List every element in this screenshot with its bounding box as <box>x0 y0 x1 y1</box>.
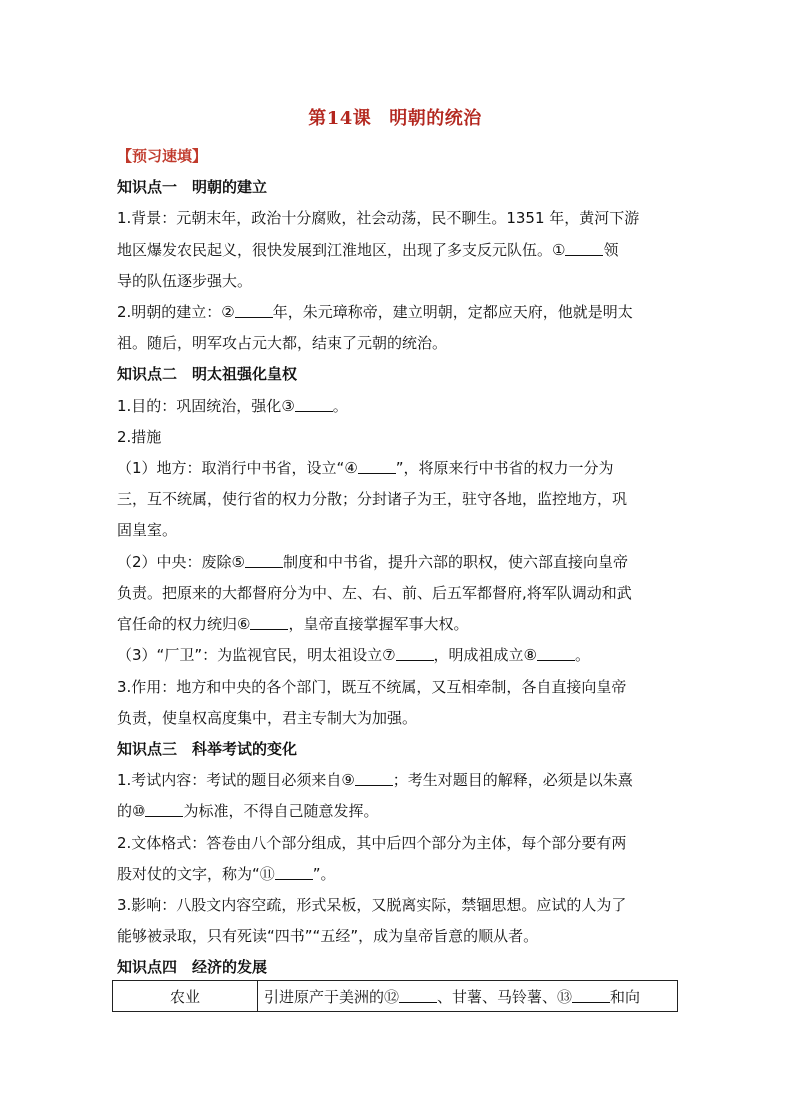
blank-7[interactable] <box>396 646 434 661</box>
kp2-local-line2: 三，互不统属，使行省的权力分散；分封诸子为王，驻守各地，监控地方，巩 <box>117 490 628 508</box>
blank-6[interactable] <box>250 615 288 630</box>
blank-5[interactable] <box>245 553 283 568</box>
kp2-local-line3: 固皇室。 <box>117 521 178 539</box>
economy-table <box>112 980 678 1012</box>
kp1-establish-line2: 祖。随后，明军攻占元大都，结束了元朝的统治。 <box>117 334 448 352</box>
table-row <box>113 981 678 1012</box>
kp3-style-line1: 2.文体格式：答卷由八个部分组成，其中后四个部分为主体，每个部分要有两 <box>117 834 627 852</box>
blank-12[interactable] <box>399 988 437 1003</box>
blank-4[interactable] <box>358 459 396 474</box>
kp1-background-line2: 地区爆发农民起义，很快发展到江淮地区，出现了多支反元队伍。① 领 <box>117 241 619 259</box>
blank-1[interactable] <box>565 241 603 256</box>
kp3-heading: 知识点三 科举考试的变化 <box>117 740 298 758</box>
table-content-cell: 引进原产于美洲的⑫ 、甘薯、马铃薯、⑬ 和向 <box>258 981 678 1012</box>
page-title <box>0 104 790 130</box>
preview-tag: 【预习速填】 <box>117 147 208 165</box>
kp3-impact-line2: 能够被录取，只有死读“四书”“五经”，成为皇帝旨意的顺从者。 <box>117 927 539 945</box>
blank-9[interactable] <box>355 771 393 786</box>
blank-10[interactable] <box>145 802 183 817</box>
kp1-background-line1: 1.背景：元朝末年，政治十分腐败，社会动荡，民不聊生。1351 年，黄河下游 <box>117 209 640 227</box>
blank-13[interactable] <box>572 988 610 1003</box>
lesson-number: 第14课 <box>308 108 372 129</box>
kp3-style-line2: 股对仗的文字，称为“⑪ ”。 <box>117 865 336 883</box>
kp2-local-line1: （1）地方：取消行中书省，设立“④ ”，将原来行中书省的权力一分为 <box>117 459 614 477</box>
blank-3[interactable] <box>295 397 333 412</box>
table-category-cell: 农业 <box>113 981 258 1012</box>
blank-8[interactable] <box>537 646 575 661</box>
kp2-effect-line1: 3.作用：地方和中央的各个部门，既互不统属，又互相牵制，各自直接向皇帝 <box>117 678 627 696</box>
blank-11[interactable] <box>275 865 313 880</box>
kp2-central-line1: （2）中央：废除⑤ 制度和中书省，提升六部的职权，使六部直接向皇帝 <box>117 553 629 571</box>
kp2-heading: 知识点二 明太祖强化皇权 <box>117 365 298 383</box>
kp3-content-line1: 1.考试内容：考试的题目必须来自⑨ ；考生对题目的解释，必须是以朱熹 <box>117 771 633 789</box>
kp2-central-line3: 官任命的权力统归⑥ ，皇帝直接掌握军事大权。 <box>117 615 469 633</box>
kp1-establish-line1: 2.明朝的建立：② 年，朱元璋称帝，建立明朝，定都应天府，他就是明太 <box>117 303 633 321</box>
kp4-heading: 知识点四 经济的发展 <box>117 958 268 976</box>
blank-2[interactable] <box>235 303 273 318</box>
kp2-effect-line2: 负责，使皇权高度集中，君主专制大为加强。 <box>117 709 418 727</box>
kp2-measures: 2.措施 <box>117 428 162 446</box>
kp3-content-line2: 的⑩ 为标准，不得自己随意发挥。 <box>117 802 379 820</box>
kp3-impact-line1: 3.影响：八股文内容空疏，形式呆板，又脱离实际，禁锢思想。应试的人为了 <box>117 896 627 914</box>
kp1-heading: 知识点一 明朝的建立 <box>117 178 268 196</box>
lesson-topic: 明朝的统治 <box>389 108 482 129</box>
kp2-goal: 1.目的：巩固统治，强化③ 。 <box>117 397 348 415</box>
kp1-background-line3: 导的队伍逐步强大。 <box>117 272 253 290</box>
kp2-changwei: （3）“厂卫”：为监视官民，明太祖设立⑦ ，明成祖成立⑧ 。 <box>117 646 591 664</box>
kp2-central-line2: 负责。把原来的大都督府分为中、左、右、前、后五军都督府,将军队调动和武 <box>117 584 632 602</box>
